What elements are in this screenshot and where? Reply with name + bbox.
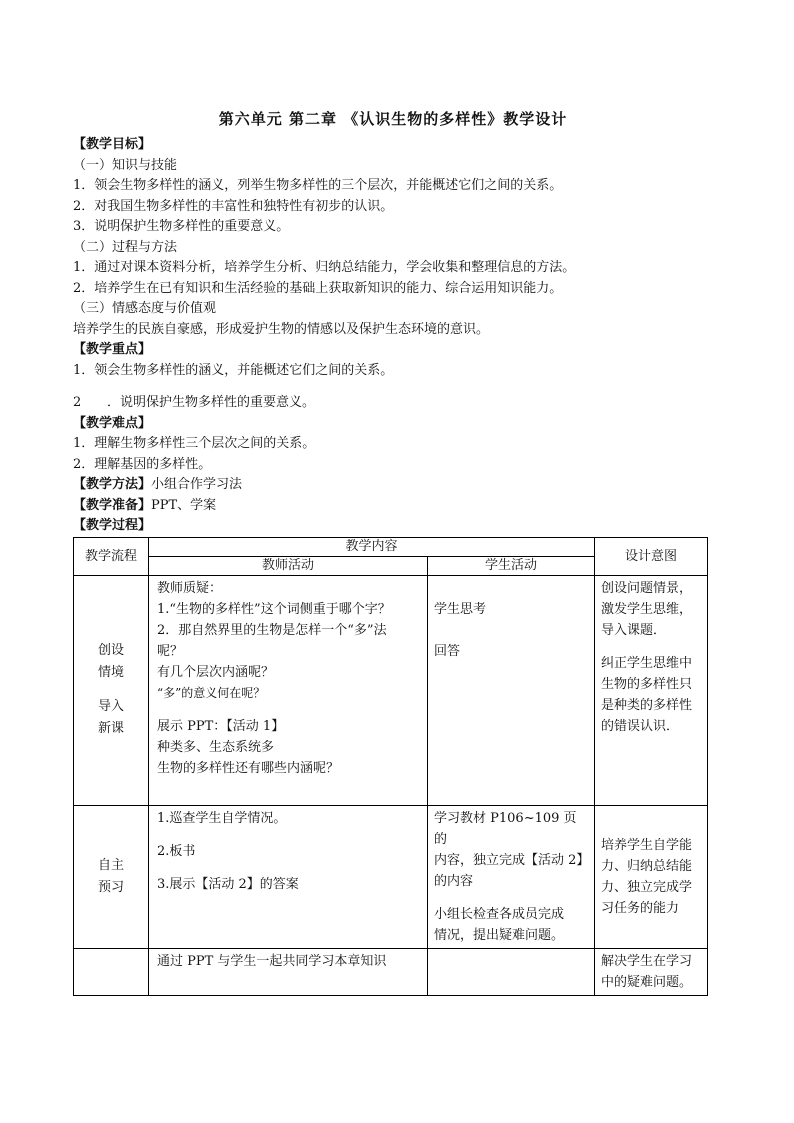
key-point-number: 2 — [73, 395, 82, 410]
method-heading: 【教学方法】 — [73, 477, 152, 492]
knowledge-heading: （一）知识与技能 — [73, 157, 178, 173]
process-item: 1．通过对课本资料分析，培养学生分析、归纳总结能力，学会收集和整理信息的方法。 — [73, 260, 576, 275]
row1-student: 学生思考 回答 — [428, 575, 595, 805]
difficulty-item: 2．理解基因的多样性。 — [73, 456, 212, 472]
header-student: 学生活动 — [428, 556, 595, 575]
row2-student: 学习教材 P106~109 页的 内容，独立完成【活动 2】 的内容 小组长检查各成员完成 情况，提出疑难问题。 — [428, 805, 595, 948]
row3-flow — [74, 948, 149, 995]
row3-student — [428, 948, 595, 995]
prep-text: PPT、学案 — [151, 497, 217, 513]
row3-intent: 解决学生在学习 中的疑难问题。 — [595, 948, 708, 995]
process-item: 2．培养学生在已有知识和生活经验的基础上获取新知识的能力、综合运用知识能力。 — [73, 280, 563, 296]
row2-teacher: 1.巡查学生自学情况。 2.板书 3.展示【活动 2】的答案 — [149, 805, 428, 948]
knowledge-item: 1．领会生物多样性的涵义，列举生物多样性的三个层次，并能概述它们之间的关系。 — [73, 178, 563, 193]
key-points-heading: 【教学重点】 — [73, 342, 152, 357]
row3-teacher: 通过 PPT 与学生一起共同学习本章知识 — [149, 948, 428, 995]
emotion-text: 培养学生的民族自豪感，形成爱护生物的情感以及保护生态环境的意识。 — [73, 321, 490, 337]
difficulties-heading: 【教学难点】 — [73, 415, 152, 431]
knowledge-item: 3．说明保护生物多样性的重要意义。 — [73, 219, 290, 234]
row1-intent: 创设问题情景， 激发学生思维， 导入课题． 纠正学生思维中 生物的多样性只 是种类的多样性 的错误认识． — [595, 575, 708, 805]
document-title: 第六单元 第二章 《认识生物的多样性》教学设计 — [218, 110, 568, 128]
row1-flow: 创设 情境 导入 新课 — [74, 575, 149, 805]
emotion-heading: （三）情感态度与价值观 — [73, 301, 217, 316]
header-intent: 设计意图 — [595, 537, 708, 575]
objectives-heading: 【教学目标】 — [73, 137, 152, 152]
key-point-item: 1．领会生物多样性的涵义，并能概述它们之间的关系。 — [73, 362, 394, 378]
header-flow: 教学流程 — [74, 537, 149, 575]
document-page — [73, 100, 713, 996]
header-teacher: 教师活动 — [149, 556, 428, 575]
header-content: 教学内容 — [149, 537, 595, 556]
method-line — [73, 475, 713, 496]
prep-line — [73, 496, 713, 517]
prep-heading: 【教学准备】 — [73, 497, 152, 513]
knowledge-item: 2．对我国生物多样性的丰富性和独特性有初步的认识。 — [73, 198, 394, 214]
row2-intent: 培养学生自学能 力、归纳总结能 力、独立完成学 习任务的能力 — [595, 805, 708, 948]
method-text: 小组合作学习法 — [151, 477, 243, 492]
teaching-process-table — [73, 537, 708, 996]
row2-flow: 自主 预习 — [74, 805, 149, 948]
key-point-text: ．说明保护生物多样性的重要意义。 — [107, 395, 316, 410]
difficulty-item: 1．理解生物多样性三个层次之间的关系。 — [73, 436, 316, 451]
row1-teacher: 教师质疑： 1.“生物的多样性”这个词侧重于哪个字？ 2．那自然界里的生物是怎样一个“多”法 呢？ 有几个层次内涵呢？ “多”的意义何在呢？ 展示 PPT：【活动 1】 种类多、生态系统多 生物的多样性还有哪些内涵呢？ — [149, 575, 428, 805]
process-method-heading: （二）过程与方法 — [73, 239, 178, 255]
teaching-process-heading: 【教学过程】 — [73, 518, 152, 533]
key-point-item — [73, 393, 713, 414]
